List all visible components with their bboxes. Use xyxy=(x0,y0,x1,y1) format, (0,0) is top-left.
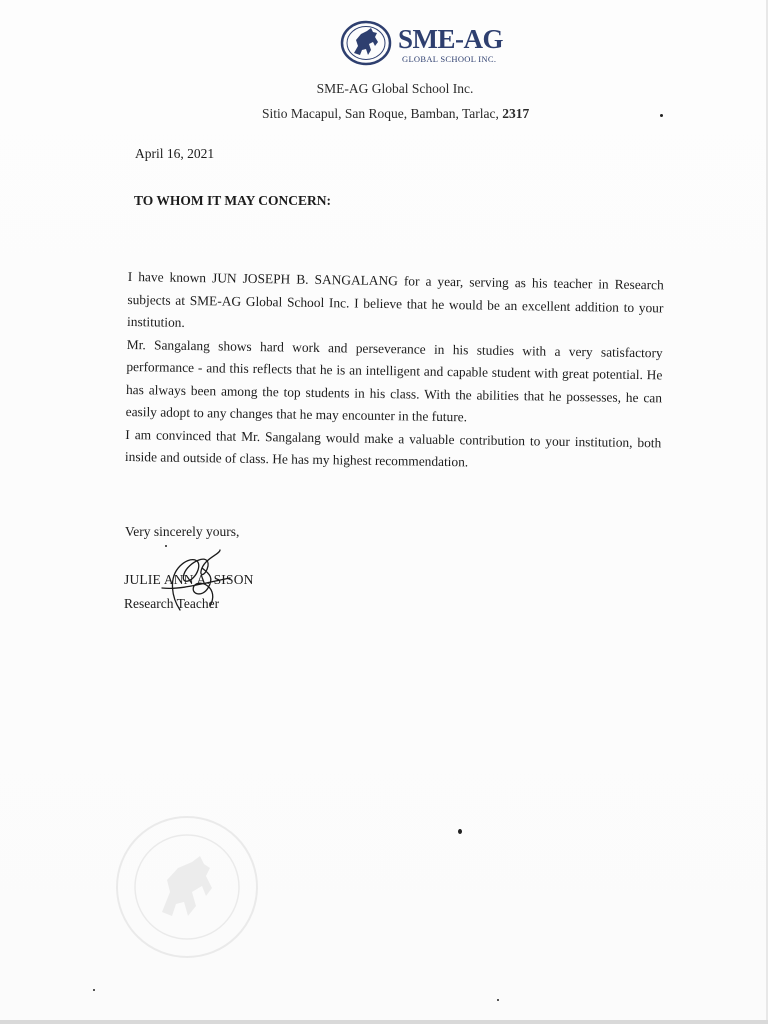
horse-emblem-icon xyxy=(340,20,392,66)
logo-subtitle: GLOBAL SCHOOL INC. xyxy=(402,54,497,64)
paper-speck xyxy=(458,829,462,834)
embossed-seal xyxy=(112,812,262,962)
school-logo xyxy=(340,18,510,70)
closing: Very sincerely yours, xyxy=(125,524,240,539)
salutation: TO WHOM IT MAY CONCERN: xyxy=(134,193,332,208)
logo-title: SME-AG xyxy=(398,24,503,54)
paper-speck xyxy=(93,989,95,991)
page-edge xyxy=(0,1020,768,1024)
signer-title: Research Teacher xyxy=(124,596,220,611)
school-address xyxy=(262,106,529,122)
address-zip: 2317 xyxy=(502,106,530,121)
address-text: Sitio Macapul, San Roque, Bamban, Tarlac, xyxy=(262,106,503,121)
signer-name: JULIE ANN A. SISON xyxy=(124,572,254,587)
paper-speck xyxy=(497,999,499,1001)
letter-date: April 16, 2021 xyxy=(135,146,215,161)
letter-body xyxy=(125,266,664,477)
paper-speck xyxy=(660,114,663,117)
body-paragraph: Mr. Sangalang shows hard work and perseverance in his studies with a very satisfactory performance - and this reflects that he is an intelligent and capable student with great potential. He has always been among the top students in his class. With the abilities that he possesses, he can easily adopt to any changes that he may encounter in the future. xyxy=(125,336,663,425)
school-name: SME-AG Global School Inc. xyxy=(316,81,474,96)
body-paragraph: I have known JUN JOSEPH B. SANGALANG for a year, serving as his teacher in Research subjects at SME-AG Global School Inc. I believe that he would be an excellent addition to your institution. xyxy=(127,268,664,330)
paper-speck xyxy=(165,545,167,547)
body-paragraph: I am convinced that Mr. Sangalang would make a valuable contribution to your institution, both inside and outside of class. He has my highest recommendation. xyxy=(124,426,662,470)
